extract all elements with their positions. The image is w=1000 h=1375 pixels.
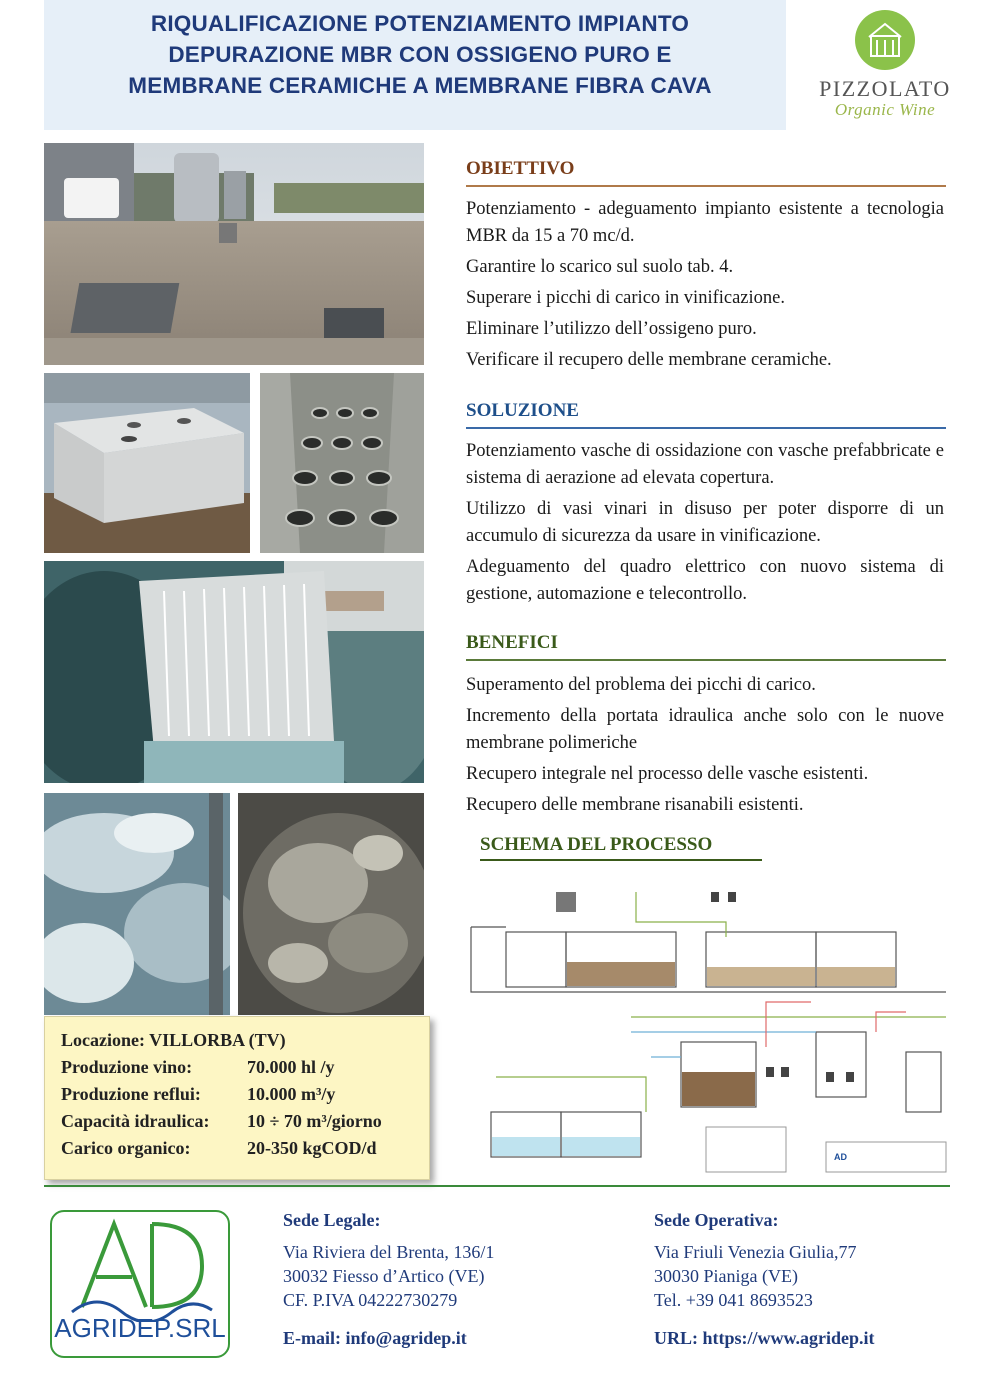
obiettivo-item: Garantire lo scarico sul suolo tab. 4.	[466, 257, 734, 277]
benefici-list	[466, 672, 944, 823]
ad-monogram-icon	[52, 1212, 228, 1322]
obiettivo-heading: OBIETTIVO	[466, 158, 946, 187]
agridep-logo	[50, 1210, 230, 1358]
title-line-2: DEPURAZIONE MBR CON OSSIGENO PURO E	[168, 42, 672, 67]
sede-operativa-heading: Sede Operativa:	[654, 1210, 779, 1230]
obiettivo-item: Eliminare l’utilizzo dell’ossigeno puro.	[466, 319, 757, 339]
title-line-1: RIQUALIFICAZIONE POTENZIAMENTO IMPIANTO	[150, 11, 690, 36]
info-row	[61, 1108, 429, 1135]
photo-membrane-module	[44, 561, 424, 783]
benefici-item: Recupero delle membrane risanabili esistenti.	[466, 795, 804, 815]
address-line: CF. P.IVA 04222730279	[283, 1290, 458, 1310]
sede-legale-heading: Sede Legale:	[283, 1210, 381, 1230]
client-tagline: Organic Wine	[834, 100, 936, 119]
obiettivo-item: Superare i picchi di carico in vinificazione.	[466, 288, 785, 308]
info-box	[44, 1016, 430, 1180]
benefici-item: Recupero integrale nel processo delle vasche esistenti.	[466, 764, 869, 784]
obiettivo-list	[466, 196, 944, 378]
photo-sludge-surface	[238, 793, 424, 1015]
info-value: 10 ÷ 70 m³/giorno	[247, 1111, 382, 1131]
info-label: Produzione reflui:	[61, 1084, 201, 1104]
sede-operativa	[654, 1208, 875, 1350]
client-name: PIZZOLATO	[819, 76, 951, 101]
benefici-heading: BENEFICI	[466, 632, 946, 661]
address-line: 30030 Pianiga (VE)	[654, 1266, 798, 1286]
info-row	[61, 1081, 429, 1108]
schema-heading: SCHEMA DEL PROCESSO	[480, 834, 762, 861]
info-label: Capacità idraulica:	[61, 1111, 210, 1131]
soluzione-list	[466, 438, 944, 612]
email-link[interactable]: E-mail: info@agridep.it	[283, 1328, 467, 1348]
info-value: 20-350 kgCOD/d	[247, 1138, 377, 1158]
info-label: Produzione vino:	[61, 1057, 193, 1077]
agridep-logo-text: AGRIDEP.SRL	[54, 1313, 226, 1343]
obiettivo-item: Potenziamento - adeguamento impianto esistente a tecnologia MBR da 15 a 70 mc/d.	[466, 199, 944, 246]
address-line: Via Friuli Venezia Giulia,77	[654, 1242, 857, 1262]
title-line-3: MEMBRANE CERAMICHE A MEMBRANE FIBRA CAVA	[128, 73, 712, 98]
photo-prefab-tanks	[44, 373, 250, 553]
soluzione-item: Utilizzo di vasi vinari in disuso per poter disporre di un accumulo di sicurezza da usare in vinificazione.	[466, 499, 944, 546]
locazione-text: Locazione: VILLORBA (TV)	[61, 1030, 286, 1050]
info-label: Carico organico:	[61, 1138, 191, 1158]
photo-aeration-diffusers	[260, 373, 424, 553]
info-value: 70.000 hl /y	[247, 1057, 335, 1077]
footer-divider	[44, 1185, 950, 1187]
benefici-item: Superamento del problema dei picchi di carico.	[466, 675, 816, 695]
soluzione-item: Potenziamento vasche di ossidazione con vasche prefabbricate e sistema di aerazione ad elevata copertura.	[466, 441, 944, 488]
soluzione-item: Adeguamento del quadro elettrico con nuovo sistema di gestione, automazione e telecontrollo.	[466, 557, 944, 604]
info-row	[61, 1054, 429, 1081]
address-line: Via Riviera del Brenta, 136/1	[283, 1242, 495, 1262]
obiettivo-item: Verificare il recupero delle membrane ceramiche.	[466, 350, 832, 370]
url-link[interactable]: URL: https://www.agridep.it	[654, 1328, 875, 1348]
soluzione-heading: SOLUZIONE	[466, 400, 946, 429]
sede-legale	[283, 1208, 494, 1350]
page-title	[60, 8, 780, 101]
process-diagram	[466, 872, 956, 1177]
photo-water-aeration	[44, 793, 230, 1015]
address-line: 30032 Fiesso d’Artico (VE)	[283, 1266, 485, 1286]
benefici-item: Incremento della portata idraulica anche solo con le nuove membrane polimeriche	[466, 706, 944, 753]
photo-site-overview	[44, 143, 424, 365]
info-row	[61, 1135, 429, 1162]
phone-line: Tel. +39 041 8693523	[654, 1290, 813, 1310]
locazione-row	[61, 1027, 429, 1054]
info-value: 10.000 m³/y	[247, 1084, 336, 1104]
pizzolato-logo	[800, 10, 970, 130]
svg-text:AD: AD	[834, 1152, 847, 1162]
winery-icon	[855, 10, 915, 70]
